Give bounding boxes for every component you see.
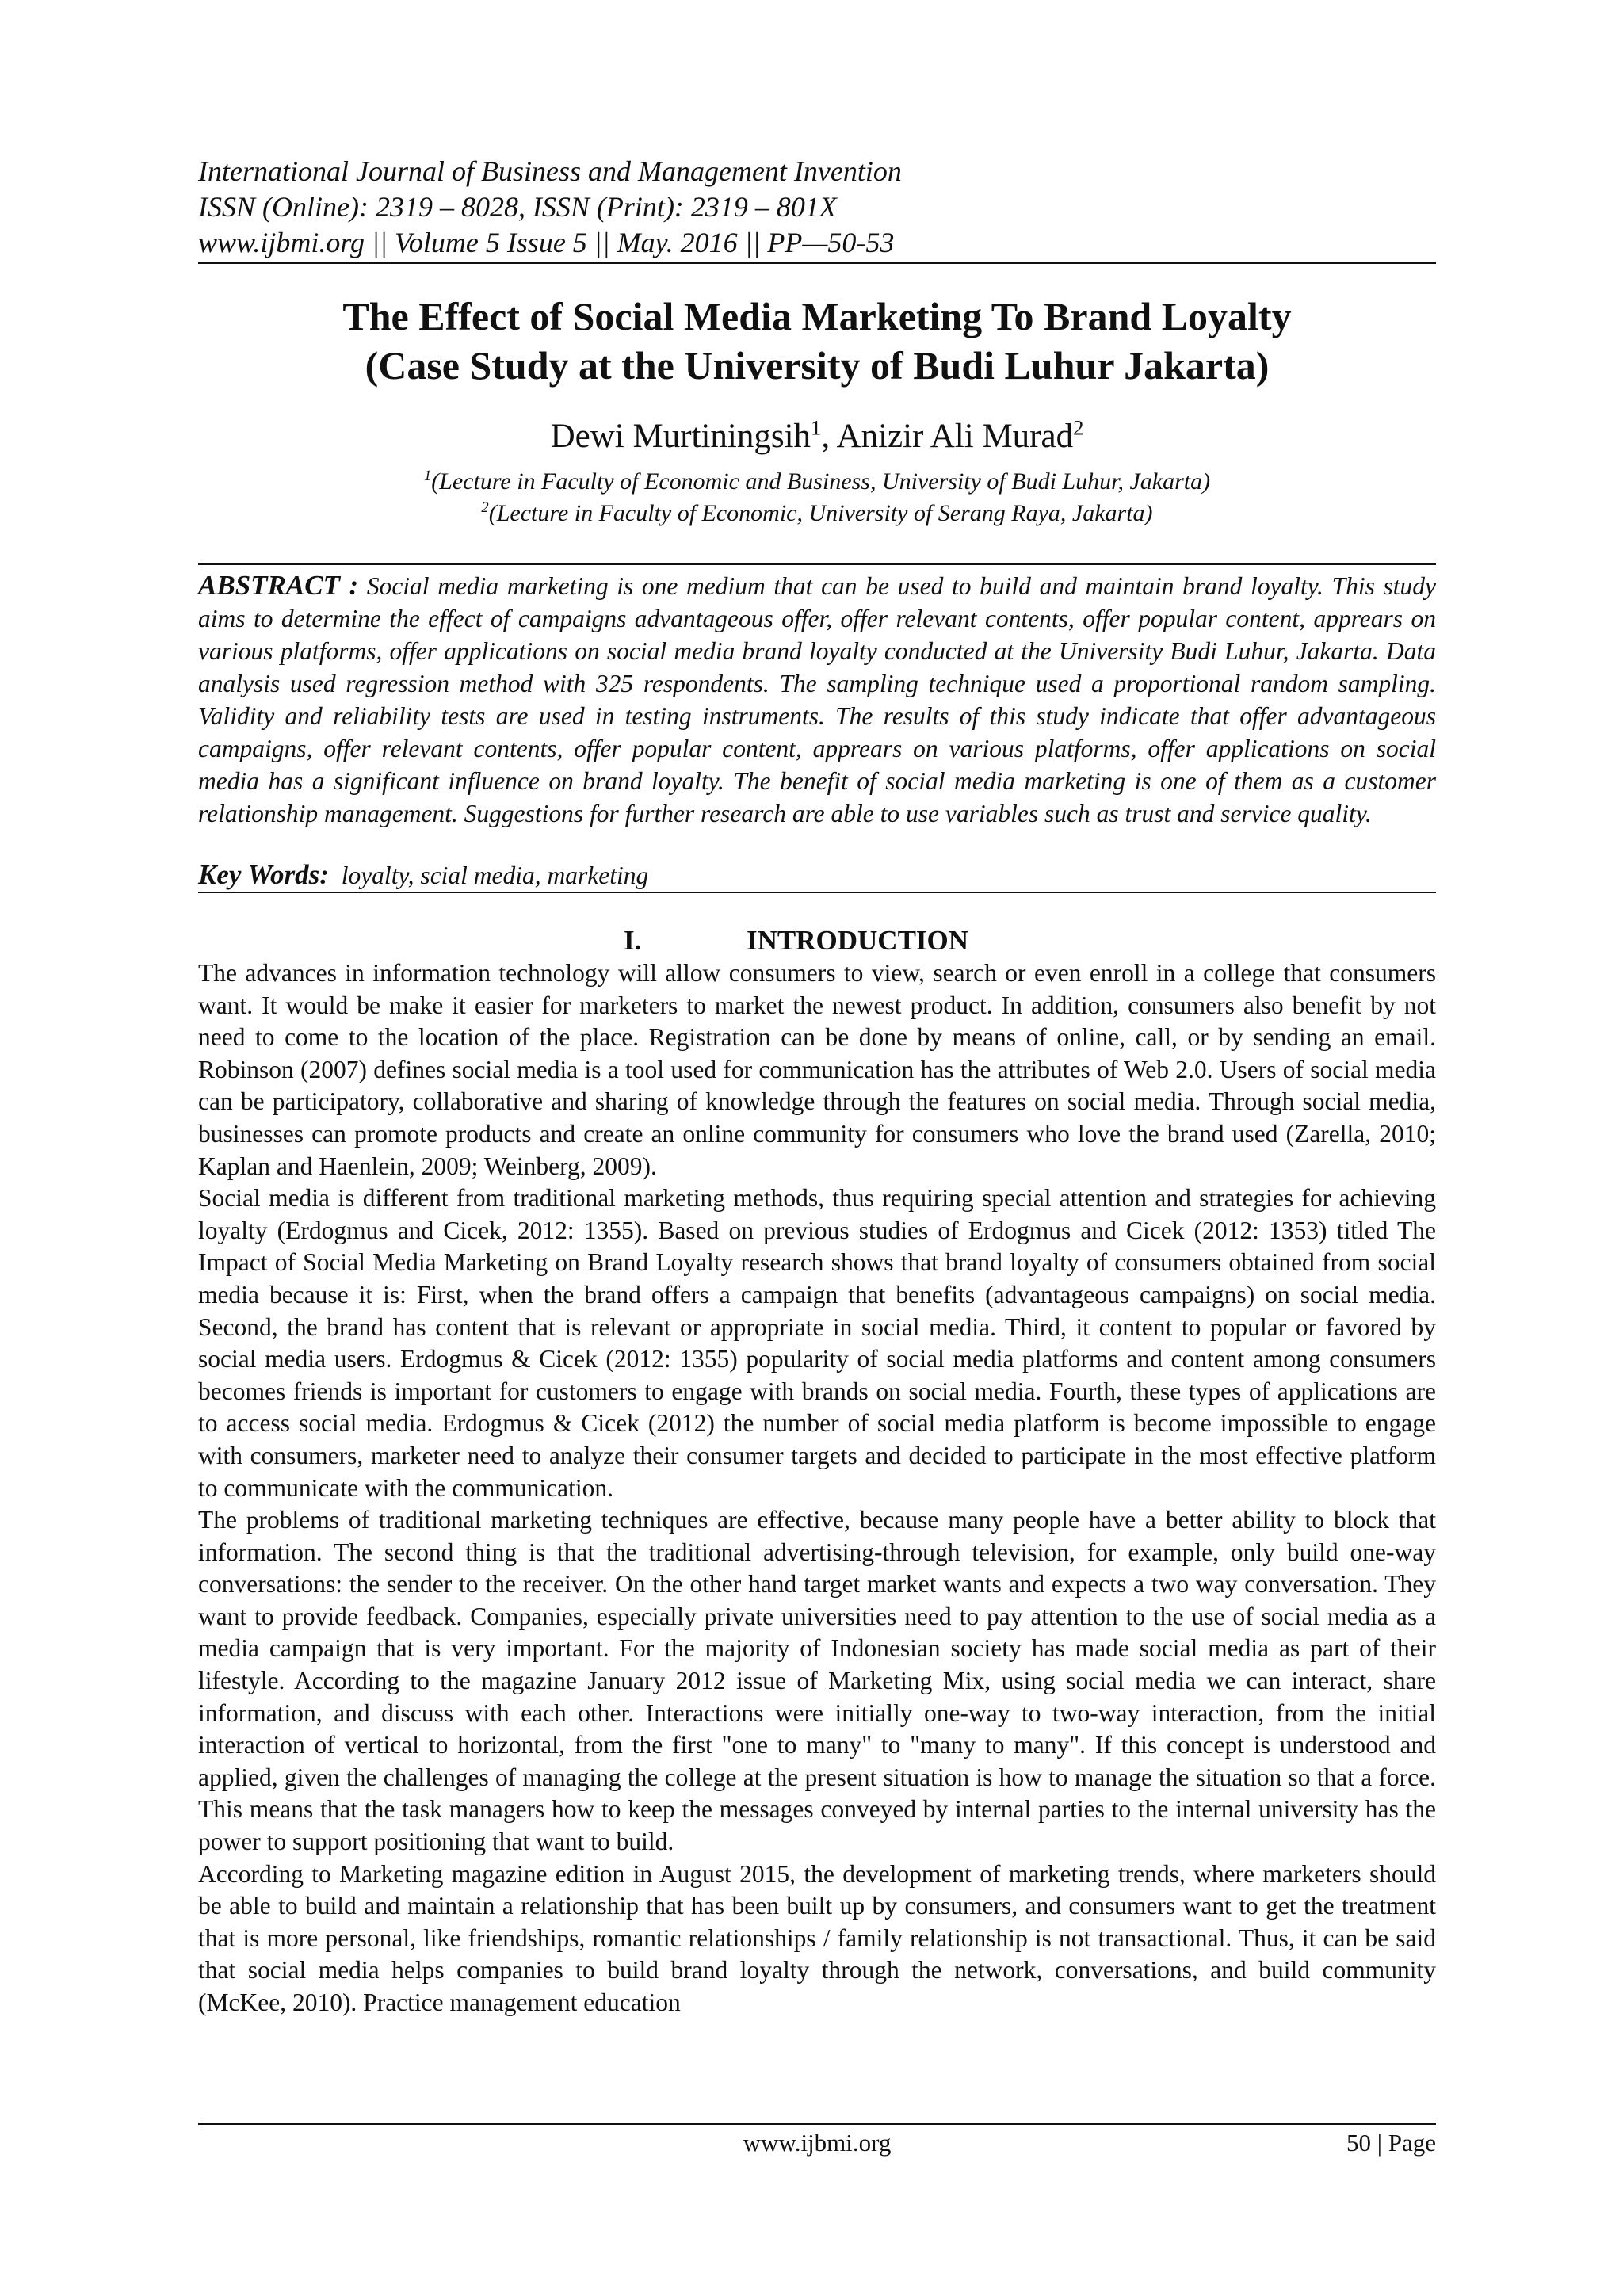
title-line-2: (Case Study at the University of Budi Luhur Jakarta) <box>365 343 1270 388</box>
affiliations <box>198 466 1436 529</box>
body-paragraph: The advances in information technology will allow consumers to view, search or even enroll in a college that consumers want. It would be make it easier for marketers to market the newest product. In addition, consumers also benefit by not need to come to the location of the place. Registration can be done by means of online, call, or by sending an email. Robinson (2007) defines social media is a tool used for communication has the attributes of Web 2.0. Users of social media can be participatory, collaborative and sharing of knowledge through the features on social media. Through social media, businesses can promote products and create an online community for consumers who love the brand used (Zarella, 2010; Kaplan and Haenlein, 2009; Weinberg, 2009). <box>198 959 1436 1180</box>
journal-header <box>198 154 1436 261</box>
footer-page-number: 50 | Page <box>1346 2129 1436 2157</box>
header-rule <box>198 262 1436 264</box>
abstract-label: ABSTRACT : <box>198 570 359 601</box>
affiliation <box>198 466 1436 498</box>
affil-mark: 1 <box>423 468 432 484</box>
body-paragraph: The problems of traditional marketing techniques are effective, because many people have a better ability to block that information. The second thing is that the traditional advertising-through television, for example, only build one-way conversations: the sender to the receiver. On the other hand target market wants and expects a two way conversation. They want to provide feedback. Companies, especially private universities need to pay attention to the use of social media as a media campaign that is very important. For the majority of Indonesian society has made social media as part of their lifestyle. According to the magazine January 2012 issue of Marketing Mix, using social media we can interact, share information, and discuss with each other. Interactions were initially one-way to two-way interaction, from the initial interaction of vertical to horizontal, from the first "one to many" to "many to many". If this concept is understood and applied, given the challenges of managing the college at the present situation is how to manage the situation so that a force. This means that the task managers how to keep the messages conveyed by internal parties to the internal university has the power to support positioning that want to build. <box>198 1506 1436 1856</box>
footer-rule <box>198 2123 1436 2125</box>
journal-volume-line: www.ijbmi.org || Volume 5 Issue 5 || May. 2016 || PP—50-53 <box>198 227 895 258</box>
section-title: INTRODUCTION <box>747 925 969 956</box>
author-name: Anizir Ali Murad <box>836 418 1074 455</box>
footer-website: www.ijbmi.org <box>743 2129 892 2157</box>
keywords <box>198 858 1436 892</box>
body-paragraph: Social media is different from traditional marketing methods, thus requiring special attention and strategies for achieving loyalty (Erdogmus and Cicek, 2012: 1355). Based on previous studies of Erdogmus and Cicek (2012: 1353) titled The Impact of Social Media Marketing on Brand Loyalty research shows that brand loyalty of consumers obtained from social media because it is: First, when the brand offers a campaign that benefits (advantageous campaigns) on social media. Second, the brand has content that is relevant or appropriate in social media. Third, it content to popular or favored by social media users. Erdogmus & Cicek (2012: 1355) popularity of social media platforms and content among consumers becomes friends is important for customers to engage with brands on social media. Fourth, these types of applications are to access social media. Erdogmus & Cicek (2012) the number of social media platform is become impossible to engage with consumers, marketer need to analyze their consumer targets and decided to participate in the most effective platform to communicate with the communication. <box>198 1184 1436 1502</box>
author-separator: , <box>821 418 837 455</box>
abstract-bottom-rule <box>198 892 1436 893</box>
title-line-1: The Effect of Social Media Marketing To Brand Loyalty <box>342 294 1292 338</box>
body-text <box>198 957 1436 2019</box>
affil-text: (Lecture in Faculty of Economic, University of Serang Raya, Jakarta) <box>488 500 1153 526</box>
abstract <box>198 569 1436 830</box>
keywords-text: loyalty, scial media, marketing <box>341 861 649 889</box>
affiliation <box>198 498 1436 529</box>
author-name: Dewi Murtiningsih <box>550 418 812 455</box>
section-number: I. <box>624 925 642 956</box>
author-affil-mark: 1 <box>811 415 822 440</box>
author-affil-mark: 2 <box>1073 415 1084 440</box>
abstract-text: Social media marketing is one medium that can be used to build and maintain brand loyalty. This study aims to determine the effect of campaigns advantageous offer, offer relevant contents, offer popular content, apprears on various platforms, offer applications on social media brand loyalty conducted at the University Budi Luhur, Jakarta. Data analysis used regression method with 325 respondents. The sampling technique used a proportional random sampling. Validity and reliability tests are used in testing instruments. The results of this study indicate that offer advantageous campaigns, offer relevant contents, offer popular content, apprears on various platforms, offer applications on social media has a significant influence on brand loyalty. The benefit of social media marketing is one of them as a customer relationship management. Suggestions for further research are able to use variables such as trust and service quality. <box>198 572 1437 827</box>
keywords-label: Key Words: <box>198 859 329 890</box>
affil-text: (Lecture in Faculty of Economic and Business, University of Budi Luhur, Jakarta) <box>431 468 1211 495</box>
journal-name: International Journal of Business and Management Invention <box>198 155 902 187</box>
body-paragraph: According to Marketing magazine edition in August 2015, the development of marketing trends, where marketers should be able to build and maintain a relationship that has been built up by consumers, and consumers want to get the treatment that is more personal, like friendships, romantic relationships / family relationship is not transactional. Thus, it can be said that social media helps companies to build brand loyalty through the network, conversations, and build community (McKee, 2010). Practice management education <box>198 1859 1436 2016</box>
affil-mark: 2 <box>481 499 489 516</box>
abstract-top-rule <box>198 563 1436 565</box>
paper-title <box>198 292 1436 390</box>
journal-issn: ISSN (Online): 2319 – 8028, ISSN (Print): 2319 – 801X <box>198 191 837 223</box>
author-list <box>198 415 1436 459</box>
